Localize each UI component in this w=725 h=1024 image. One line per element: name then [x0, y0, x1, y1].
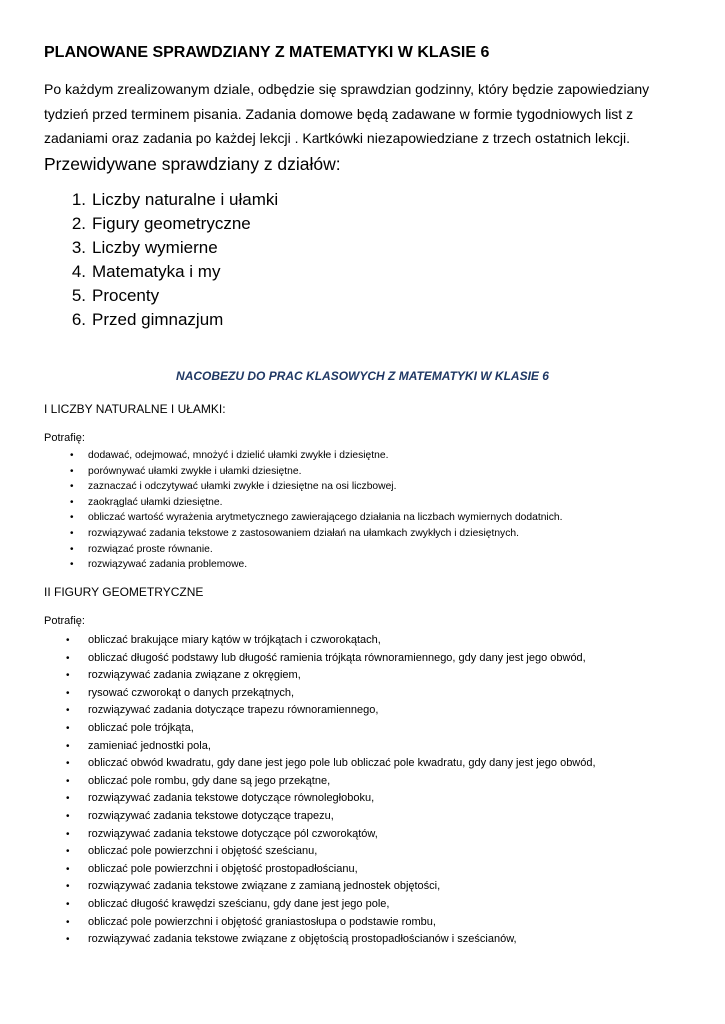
- list-item-text: obliczać wartość wyrażenia arytmetycznego zawierającego działania na liczbach wymiernych dodatnich.: [88, 512, 563, 524]
- list-item-text: obliczać pole powierzchni i objętość graniastosłupa o podstawie rombu,: [88, 915, 436, 928]
- bullet-icon: •: [66, 775, 70, 787]
- list-label: Figury geometryczne: [92, 214, 251, 233]
- bullet-icon: •: [70, 527, 74, 539]
- list-item: [66, 914, 596, 932]
- list-item: [70, 557, 562, 573]
- list-item-text: obliczać obwód kwadratu, gdy dane jest jego pole lub obliczać pole kwadratu, gdy dany jest jego obwód,: [88, 757, 596, 770]
- list-item-text: obliczać długość krawędzi sześcianu, gdy dane jest jego pole,: [88, 897, 390, 910]
- list-item: [66, 755, 596, 773]
- list-label: Procenty: [92, 286, 160, 305]
- list-item-text: zaznaczać i odczytywać ułamki zwykłe i dziesiętne na osi liczbowej.: [88, 481, 397, 493]
- list-item-text: rozwiązywać zadania tekstowe związane z objętością prostopadłościanów i sześcianów,: [88, 933, 517, 946]
- list-item: [66, 667, 596, 685]
- list-item: [70, 464, 562, 480]
- list-item: [44, 188, 278, 212]
- section-2-title: II FIGURY GEOMETRYCZNE: [44, 585, 204, 599]
- list-item: [66, 720, 596, 738]
- list-item: [66, 702, 596, 720]
- list-number: 6.: [71, 310, 86, 329]
- list-item: [44, 308, 278, 332]
- list-item-text: porównywać ułamki zwykłe i ułamki dziesiętne.: [88, 465, 302, 477]
- bullet-icon: •: [66, 810, 70, 822]
- bullet-icon: •: [66, 898, 70, 910]
- section-1-potrafie: Potrafię:: [44, 432, 85, 444]
- list-item-text: rozwiązać proste równanie.: [88, 543, 213, 555]
- list-number: 3.: [71, 238, 86, 257]
- section-1-title: I LICZBY NATURALNE I UŁAMKI:: [44, 402, 226, 416]
- list-number: 2.: [71, 214, 86, 233]
- tests-list: [44, 188, 278, 332]
- list-item-text: obliczać brakujące miary kątów w trójkątach i czworokątach,: [88, 634, 381, 646]
- list-item-text: rozwiązywać zadania tekstowe dotyczące trapezu,: [88, 809, 334, 822]
- list-item-text: obliczać pole powierzchni i objętość sześcianu,: [88, 845, 318, 858]
- intro-paragraph: Po każdym zrealizowanym dziale, odbędzie się sprawdzian godzinny, który będzie zapowiedziany tydzień przed terminem pisania. Zadania domowe będą zadawane w formie tygodniowych list z zadaniami oraz zadania po każdej lekcji . Kartkówki niezapowiedziane z trzech ostatnich lekcji.: [44, 81, 650, 146]
- list-item-text: rysować czworokąt o danych przekątnych,: [88, 686, 295, 699]
- list-item-text: rozwiązywać zadania dotyczące trapezu równoramiennego,: [88, 704, 379, 717]
- list-item-text: rozwiązywać zadania problemowe.: [88, 559, 248, 571]
- section-1-list: [70, 448, 562, 573]
- bullet-icon: •: [66, 740, 70, 752]
- list-number: 5.: [71, 286, 86, 305]
- bullet-icon: •: [70, 450, 74, 461]
- bullet-icon: •: [66, 793, 70, 805]
- list-label: Matematyka i my: [92, 262, 221, 281]
- list-item: [70, 510, 562, 526]
- list-item-text: rozwiązywać zadania tekstowe z zastosowaniem działań na ułamkach zwykłych i dziesiętnych.: [88, 527, 519, 539]
- bullet-icon: •: [66, 846, 70, 858]
- list-item: [66, 790, 596, 808]
- bullet-icon: •: [66, 881, 70, 893]
- bullet-icon: •: [66, 758, 70, 770]
- section-2-list: [66, 632, 596, 949]
- list-item: [44, 236, 278, 260]
- list-item: [66, 843, 596, 861]
- bullet-icon: •: [66, 670, 70, 682]
- list-item: [70, 526, 562, 542]
- bullet-icon: •: [66, 722, 70, 734]
- list-item: [66, 773, 596, 791]
- list-number: 1.: [71, 190, 86, 209]
- bullet-icon: •: [66, 705, 70, 717]
- list-item: [70, 542, 562, 558]
- list-item-text: zaokrąglać ułamki dziesiętne.: [88, 496, 223, 508]
- list-item-text: obliczać pole rombu, gdy dane są jego przekątne,: [88, 774, 331, 787]
- list-item-text: obliczać pole trójkąta,: [88, 721, 194, 734]
- list-item: [70, 479, 562, 495]
- list-item: [66, 931, 596, 949]
- list-item-text: rozwiązywać zadania związane z okręgiem,: [88, 669, 301, 682]
- list-item: [70, 448, 562, 464]
- list-item-text: rozwiązywać zadania tekstowe dotyczące równoległoboku,: [88, 792, 375, 805]
- list-item: [66, 738, 596, 756]
- list-item-text: obliczać pole powierzchni i objętość prostopadłościanu,: [88, 862, 358, 875]
- list-item: [66, 878, 596, 896]
- list-item-text: zamieniać jednostki pola,: [88, 739, 211, 752]
- list-item: [66, 896, 596, 914]
- list-item: [66, 808, 596, 826]
- list-item: [66, 826, 596, 844]
- list-item-text: rozwiązywać zadania tekstowe związane z zamianą jednostek objętości,: [88, 880, 441, 893]
- bullet-icon: •: [70, 543, 74, 555]
- bullet-icon: •: [70, 559, 74, 571]
- list-item: [66, 861, 596, 879]
- bullet-icon: •: [70, 481, 74, 493]
- list-item: [66, 685, 596, 703]
- list-item-text: dodawać, odejmować, mnożyć i dzielić ułamki zwykłe i dziesiętne.: [88, 450, 389, 461]
- bullet-icon: •: [66, 916, 70, 928]
- list-label: Liczby naturalne i ułamki: [92, 190, 279, 209]
- list-item: [44, 212, 278, 236]
- section-2-potrafie: Potrafię:: [44, 615, 85, 627]
- page-title: PLANOWANE SPRAWDZIANY Z MATEMATYKI W KLASIE 6: [44, 44, 490, 61]
- list-item: [66, 632, 596, 650]
- nacobezu-title: NACOBEZU DO PRAC KLASOWYCH Z MATEMATYKI W KLASIE 6: [176, 369, 549, 383]
- bullet-icon: •: [70, 496, 74, 508]
- bullet-icon: •: [66, 652, 70, 664]
- list-number: 4.: [71, 262, 86, 281]
- list-item-text: rozwiązywać zadania tekstowe dotyczące pól czworokątów,: [88, 827, 378, 840]
- bullet-icon: •: [66, 863, 70, 875]
- list-item-text: obliczać długość podstawy lub długość ramienia trójkąta równoramiennego, gdy dany jest jego obwód,: [88, 651, 586, 664]
- list-label: Liczby wymierne: [92, 238, 218, 257]
- list-item: [44, 284, 278, 308]
- list-label: Przed gimnazjum: [92, 310, 224, 329]
- bullet-icon: •: [66, 635, 70, 646]
- bullet-icon: •: [66, 828, 70, 840]
- list-item: [66, 650, 596, 668]
- bullet-icon: •: [66, 687, 70, 699]
- tests-heading: Przewidywane sprawdziany z działów:: [44, 154, 341, 174]
- list-item: [44, 260, 278, 284]
- bullet-icon: •: [66, 934, 70, 946]
- bullet-icon: •: [70, 465, 74, 477]
- list-item: [70, 495, 562, 511]
- bullet-icon: •: [70, 512, 74, 524]
